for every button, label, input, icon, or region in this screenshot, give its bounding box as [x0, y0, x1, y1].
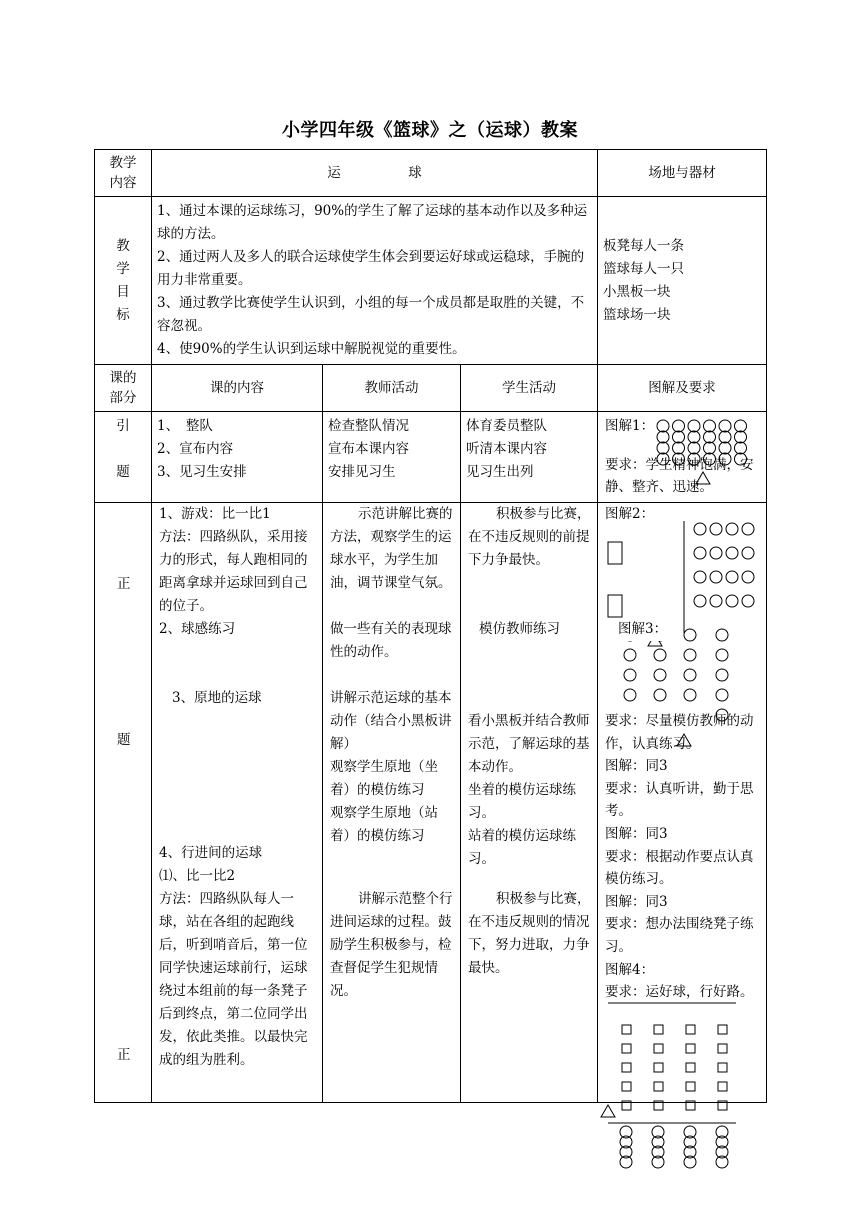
bench-marker: [654, 1082, 663, 1091]
student-marker: [726, 523, 738, 535]
student-marker: [719, 442, 731, 454]
lesson-plan-table: [94, 149, 767, 1103]
bench-marker: [686, 1063, 695, 1072]
bench-marker: [654, 1025, 663, 1034]
goals-row: [95, 197, 767, 365]
student-marker: [710, 547, 722, 559]
bench-marker: [622, 1101, 631, 1110]
student-marker: [704, 431, 716, 443]
student-marker: [654, 669, 666, 681]
student-marker: [704, 442, 716, 454]
bench-marker: [718, 1044, 727, 1053]
student-marker: [719, 431, 731, 443]
student-marker: [735, 442, 747, 454]
bench-marker: [686, 1101, 695, 1110]
equipment-item: 篮球场一块: [603, 306, 671, 323]
bench-marker: [718, 1063, 727, 1072]
student-marker: [688, 431, 700, 443]
content-game1: 1、游戏：比一比1 方法：四路纵队，采用接力的形式，每人跑相同的距离拿球并运球回到自己的位子。: [159, 506, 308, 614]
student-marker: [688, 442, 700, 454]
student-marker: [657, 442, 669, 454]
content-ball-feel: 2、球感练习: [159, 621, 236, 637]
student-marker: [716, 649, 728, 661]
content-stationary: 3、原地的运球: [172, 690, 262, 706]
venue-label: 场地与器材: [598, 150, 767, 197]
bench-marker: [654, 1101, 663, 1110]
student-marker: [657, 420, 669, 432]
main-teacher: [323, 503, 461, 1103]
student-3: 看小黑板并结合教师示范，了解运球的基本动作。 坐着的模仿运球练习。 站着的模仿运球练习。: [468, 713, 590, 867]
column-header-row: [95, 365, 767, 412]
intro-diagram-cell: [598, 412, 767, 503]
diagram4-formation: [598, 1003, 767, 1173]
student-marker: [624, 689, 636, 701]
student-marker: [694, 595, 706, 607]
student-marker: [726, 571, 738, 583]
bench-marker: [718, 1025, 727, 1034]
bench-marker: [686, 1044, 695, 1053]
student-marker: [716, 689, 728, 701]
main-student: [461, 503, 598, 1103]
student-marker: [710, 523, 722, 535]
bench-marker: [622, 1082, 631, 1091]
goals-list: [152, 197, 598, 365]
student-marker: [716, 629, 728, 641]
intro-teacher: 检查整队情况 宣布本课内容 安排见习生: [323, 412, 461, 503]
student-marker: [657, 431, 669, 443]
main-part: [95, 503, 152, 1103]
main-part-bot: 正: [117, 1047, 131, 1063]
student-marker: [684, 649, 696, 661]
student-2: 模仿教师练习: [479, 621, 560, 637]
teacher-3: 讲解示范运球的基本动作（结合小黑板讲解） 观察学生原地（坐着）的模仿练习 观察学生原地（站着）的模仿练习: [330, 690, 452, 844]
bench-marker: [654, 1044, 663, 1053]
main-diagram-cell: [598, 503, 767, 1103]
student-marker: [673, 431, 685, 443]
goal-item: 2、通过两人及多人的联合运球使学生体会到要运好球或运稳球，手腕的用力非常重要。: [157, 249, 585, 288]
bench-marker: [654, 1063, 663, 1072]
student-marker: [694, 547, 706, 559]
student-marker: [694, 571, 706, 583]
student-4: 积极参与比赛，在不违反规则的情况下，努力进取，力争最快。: [468, 891, 591, 976]
student-marker: [684, 689, 696, 701]
goals-label: 教 学 目 标: [95, 197, 152, 365]
equipment-item: 板凳每人一条: [603, 237, 685, 254]
student-marker: [684, 669, 696, 681]
diagram2-label: 图解2：: [605, 506, 655, 522]
header-row: [95, 150, 767, 197]
col-teacher: 教师活动: [323, 365, 461, 412]
student-1: 积极参与比赛，在不违反规则的前提下力争最快。: [468, 506, 591, 568]
student-marker: [654, 649, 666, 661]
student-marker: [684, 629, 696, 641]
teacher-2: 做一些有关的表现球性的动作。: [330, 621, 452, 660]
student-marker: [688, 420, 700, 432]
student-marker: [742, 547, 754, 559]
equipment-item: 篮球每人一只: [603, 260, 685, 277]
col-student: 学生活动: [461, 365, 598, 412]
bench-marker: [686, 1025, 695, 1034]
student-marker: [735, 431, 747, 443]
diagram3-label: 图解3：: [616, 618, 669, 641]
student-marker: [624, 649, 636, 661]
teacher-1: 示范讲解比赛的方法，观察学生的运球水平，为学生加油，调节课堂气氛。: [330, 506, 453, 591]
bench-marker: [622, 1063, 631, 1072]
content-label: 教学 内容: [95, 150, 152, 197]
student-marker: [742, 571, 754, 583]
intro-content: 1、 整队 2、宣布内容 3、见习生安排: [152, 412, 323, 503]
intro-part: 引 题: [95, 412, 152, 503]
intro-student: 体育委员整队 听清本课内容 见习生出列: [461, 412, 598, 503]
bench-marker: [622, 1044, 631, 1053]
student-marker: [673, 420, 685, 432]
intro-requirement: 要求：学生精神饱满，安静、整齐、迅速。: [605, 457, 754, 495]
bench-marker: [622, 1025, 631, 1034]
student-marker: [673, 442, 685, 454]
student-marker: [624, 669, 636, 681]
col-diagram: 图解及要求: [598, 365, 767, 412]
content-moving: 4、行进间的运球 ⑴、比一比2 方法：四路纵队每人一球，站在各组的起跑线后，听到哨音后，第一位同学快速运球前行，运球绕过本组前的每一条凳子后到终点，第二位同学出发，依此类推。以最快完成的组为胜利。: [159, 845, 308, 1068]
col-content: 课的内容: [152, 365, 323, 412]
content-value: 运 球: [152, 150, 598, 197]
goal-item: 4、使90%的学生认识到运球中解脱视觉的重要性。: [157, 341, 466, 357]
student-marker: [704, 420, 716, 432]
main-part-mid: 题: [117, 732, 131, 748]
student-marker: [710, 571, 722, 583]
intro-row: [95, 412, 767, 503]
main-content: [152, 503, 323, 1103]
goal-item: 3、通过教学比赛使学生认识到，小组的每一个成员都是取胜的关键，不容忽视。: [157, 295, 585, 334]
diagram-requirements: 要求：尽量模仿教师的动作，认真练习。 图解：同3 要求：认真听讲，勤于思考。 图解：同3 要求：根据动作要点认真模仿练习。 图解：同3 要求：想办法围绕凳子练习。 图解4： 要求：运好球，行好路。: [605, 713, 754, 1001]
diagram1-label: 图解1：: [605, 418, 655, 434]
equipment-item: 小黑板一块: [603, 283, 671, 300]
main-part-top: 正: [117, 576, 131, 592]
page-title: 小学四年级《篮球》之（运球）教案: [282, 120, 578, 141]
student-marker: [726, 547, 738, 559]
student-marker: [726, 595, 738, 607]
bench-marker: [718, 1082, 727, 1091]
teacher-4: 讲解示范整个行进间运球的过程。鼓励学生积极参与，检查督促学生犯规情况。: [330, 891, 453, 999]
student-marker: [654, 689, 666, 701]
bench-marker: [686, 1082, 695, 1091]
student-marker: [742, 595, 754, 607]
student-marker: [716, 669, 728, 681]
student-marker: [735, 420, 747, 432]
student-marker: [719, 420, 731, 432]
goal-item: 1、通过本课的运球练习，90%的学生了解了运球的基本动作以及多种运球的方法。: [157, 203, 588, 242]
col-part: 课的 部分: [95, 365, 152, 412]
teacher-triangle-icon: [694, 470, 712, 486]
bench-marker: [718, 1101, 727, 1110]
main-row: [95, 503, 767, 1103]
student-marker: [710, 595, 722, 607]
student-marker: [742, 523, 754, 535]
equipment-list: [598, 197, 767, 365]
student-marker: [694, 523, 706, 535]
